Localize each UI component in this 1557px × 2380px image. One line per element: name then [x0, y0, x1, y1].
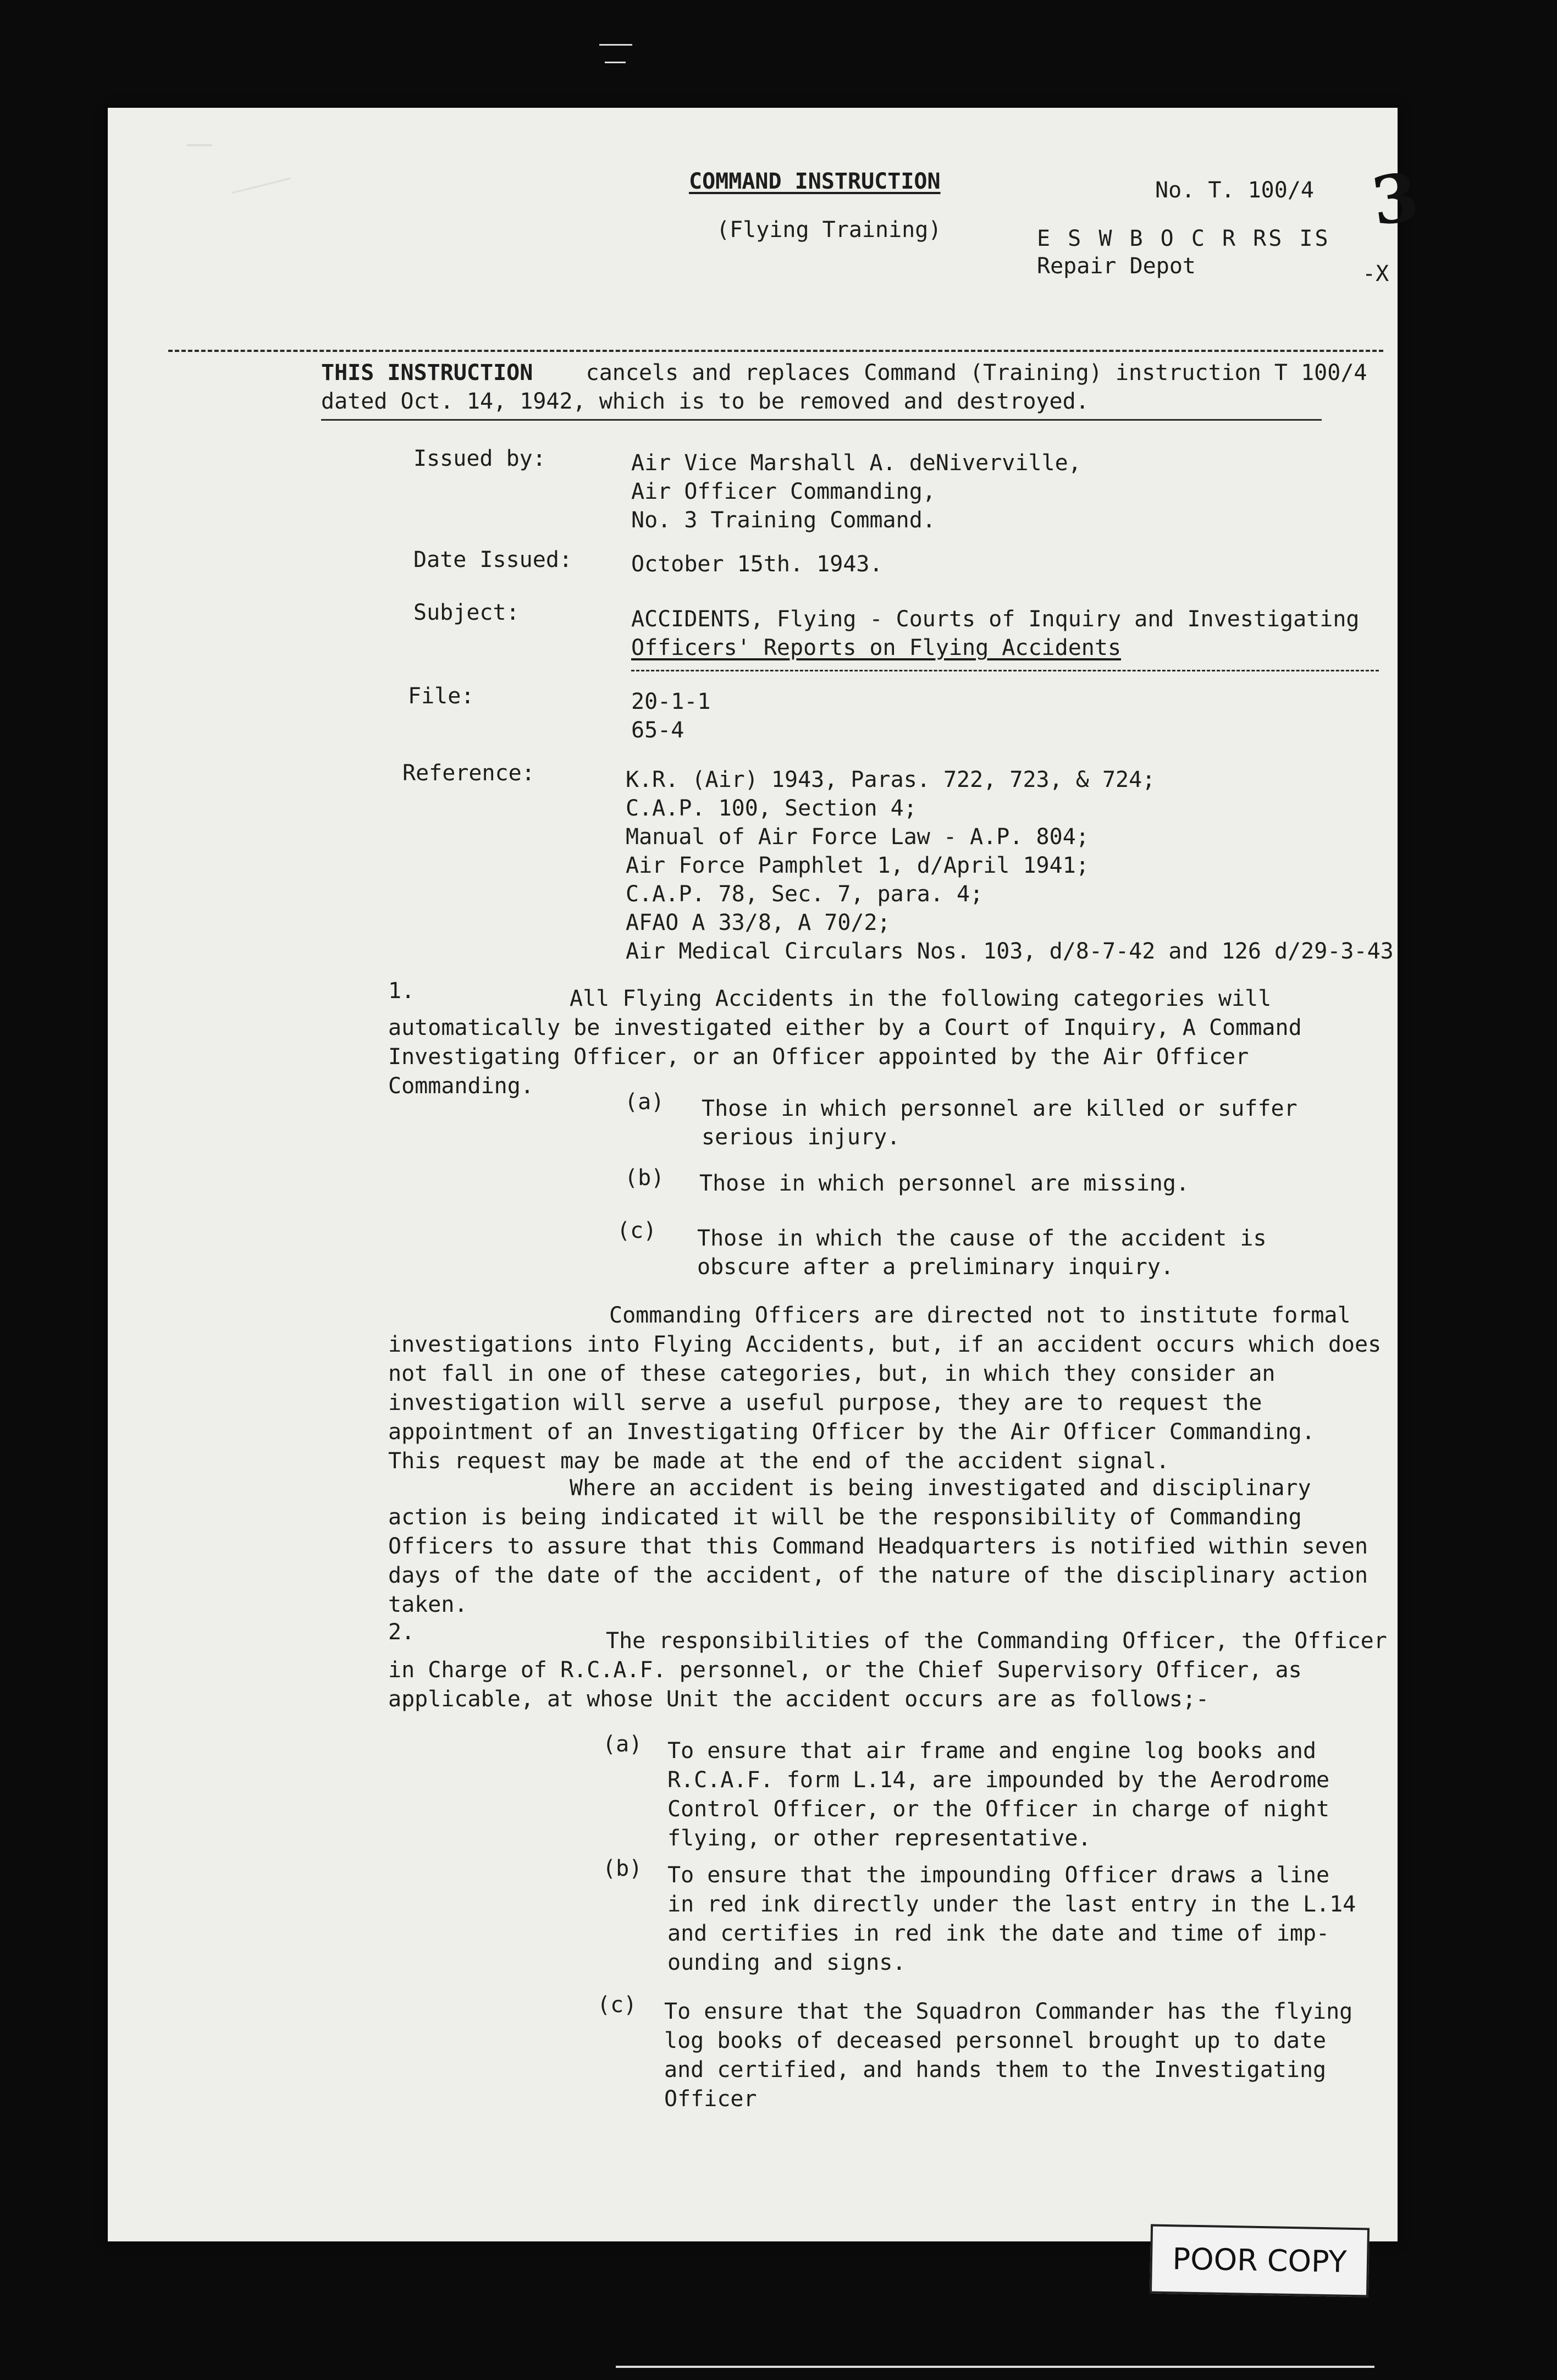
item-text: obscure after a preliminary inquiry. — [697, 1254, 1174, 1280]
para-line: Commanding. — [388, 1073, 534, 1099]
para-line: R.C.A.F. form L.14, are impounded by the Aerodrome — [667, 1767, 1330, 1793]
header-divider — [168, 350, 1383, 352]
file-label: File: — [408, 684, 474, 709]
para-line: Where an accident is being investigated and disciplinary — [570, 1475, 1311, 1501]
cancellation-line — [321, 359, 1367, 387]
para-line: All Flying Accidents in the following categories will — [570, 986, 1272, 1011]
para-line: applicable, at whose Unit the accident occurs are as follows;- — [388, 1687, 1210, 1712]
item-label: (c) — [617, 1218, 657, 1243]
section1-intro — [388, 984, 1302, 1101]
para-line: To ensure that air frame and engine log books and — [667, 1738, 1317, 1764]
section2-intro — [388, 1627, 1387, 1714]
para-line: and certified, and hands them to the Investigating — [664, 2057, 1327, 2082]
para-line: appointment of an Investigating Officer by the Air Officer Commanding. — [388, 1419, 1315, 1445]
para-line: taken. — [388, 1592, 468, 1617]
para-line: investigation will serve a useful purpose, they are to request the — [388, 1390, 1262, 1415]
para-line: The responsibilities of the Commanding Officer, the Officer — [606, 1628, 1387, 1654]
reference-line: C.A.P. 100, Section 4; — [626, 796, 917, 821]
distribution-line: Repair Depot — [1037, 254, 1196, 279]
para-line: To ensure that the Squadron Commander has the flying — [664, 1999, 1353, 2024]
item-text: Those in which personnel are missing. — [699, 1171, 1190, 1196]
item-text — [667, 1861, 1356, 1977]
para-line: log books of deceased personnel brought up to date — [664, 2028, 1327, 2053]
reference-line: AFAO A 33/8, A 70/2; — [626, 910, 891, 935]
cancellation-divider — [321, 419, 1322, 421]
item-text — [664, 1997, 1352, 2114]
item-text: serious injury. — [702, 1125, 901, 1150]
item-text — [667, 1737, 1329, 1853]
section-number: 2. — [388, 1619, 415, 1645]
issued-by-line: No. 3 Training Command. — [631, 508, 936, 533]
para-line: in Charge of R.C.A.F. personnel, or the Chief Supervisory Officer, as — [388, 1657, 1302, 1683]
dust-speck — [599, 44, 632, 46]
issued-by-label: Issued by: — [413, 446, 546, 471]
subject-divider — [631, 670, 1379, 671]
section1-paragraph — [388, 1301, 1381, 1476]
para-line: Control Officer, or the Officer in charge of night — [667, 1797, 1330, 1822]
item-label: (a) — [625, 1089, 665, 1115]
item-label: (b) — [625, 1165, 665, 1191]
para-line: flying, or other representative. — [667, 1826, 1091, 1851]
subject-line: Officers' Reports on Flying Accidents — [631, 635, 1122, 660]
para-line: investigations into Flying Accidents, but, if an accident occurs which does — [388, 1332, 1382, 1357]
reference-line: Manual of Air Force Law - A.P. 804; — [626, 824, 1089, 850]
issued-by-line: Air Officer Commanding, — [631, 479, 936, 504]
para-line: Investigating Officer, or an Officer appointed by the Air Officer — [388, 1044, 1249, 1070]
handwritten-mark: 3 — [1367, 157, 1423, 241]
cancellation-text: cancels and replaces Command (Training) instruction T 100/4 — [586, 360, 1367, 385]
item-label: (c) — [597, 1992, 637, 2018]
para-line: Officers to assure that this Command Headquarters is notified within seven — [388, 1534, 1368, 1559]
date-issued-label: Date Issued: — [413, 547, 572, 572]
para-line: and certifies in red ink the date and time of imp- — [667, 1921, 1330, 1946]
para-line: To ensure that the impounding Officer draws a line — [667, 1863, 1330, 1888]
file-number: 65-4 — [631, 718, 684, 743]
document-number: No. T. 100/4 — [1155, 178, 1314, 203]
reference-line: Air Force Pamphlet 1, d/April 1941; — [626, 853, 1089, 878]
subject-label: Subject: — [413, 600, 520, 625]
para-line: Commanding Officers are directed not to institute formal — [609, 1303, 1351, 1328]
document-subtitle: (Flying Training) — [716, 217, 942, 243]
dust-speck — [605, 62, 626, 63]
item-text: Those in which personnel are killed or suffer — [702, 1096, 1298, 1121]
distribution-mark: -X — [1362, 261, 1389, 287]
cancellation-lead: THIS INSTRUCTION — [321, 360, 533, 385]
cancellation-date-line: dated Oct. 14, 1942, which is to be removed and destroyed. — [321, 389, 1089, 414]
date-issued: October 15th. 1943. — [631, 552, 883, 577]
reference-line: C.A.P. 78, Sec. 7, para. 4; — [626, 882, 984, 907]
para-line: automatically be investigated either by a Court of Inquiry, A Command — [388, 1015, 1302, 1040]
subject-line: ACCIDENTS, Flying - Courts of Inquiry and Investigating — [631, 607, 1360, 632]
para-line: Officer — [664, 2086, 757, 2112]
para-line: ounding and signs. — [667, 1950, 906, 1975]
issued-by-line: Air Vice Marshall A. deNiverville, — [631, 450, 1081, 476]
reference-line: K.R. (Air) 1943, Paras. 722, 723, & 724; — [626, 767, 1156, 792]
reference-label: Reference: — [402, 761, 535, 786]
poor-copy-stamp: POOR COPY — [1150, 2224, 1370, 2298]
document-page — [108, 108, 1423, 2241]
dust-speck — [616, 2366, 1374, 2368]
item-label: (a) — [603, 1732, 643, 1757]
file-number: 20-1-1 — [631, 689, 711, 714]
item-label: (b) — [603, 1856, 643, 1881]
reference-line: Air Medical Circulars Nos. 103, d/8-7-42 and 126 d/29-3-43 — [626, 939, 1394, 964]
distribution-code: E S W B O C R RS IS — [1037, 226, 1330, 251]
document-title: COMMAND INSTRUCTION — [689, 169, 941, 194]
dust-speck — [187, 144, 212, 146]
para-line: This request may be made at the end of the accident signal. — [388, 1448, 1169, 1474]
section1-paragraph — [388, 1474, 1368, 1619]
section-number: 1. — [388, 978, 415, 1004]
para-line: in red ink directly under the last entry in the L.14 — [667, 1892, 1356, 1917]
para-line: days of the date of the accident, of the nature of the disciplinary action — [388, 1563, 1368, 1588]
item-text: Those in which the cause of the accident is — [697, 1226, 1267, 1251]
para-line: action is being indicated it will be the responsibility of Commanding — [388, 1505, 1302, 1530]
para-line: not fall in one of these categories, but, in which they consider an — [388, 1361, 1276, 1386]
